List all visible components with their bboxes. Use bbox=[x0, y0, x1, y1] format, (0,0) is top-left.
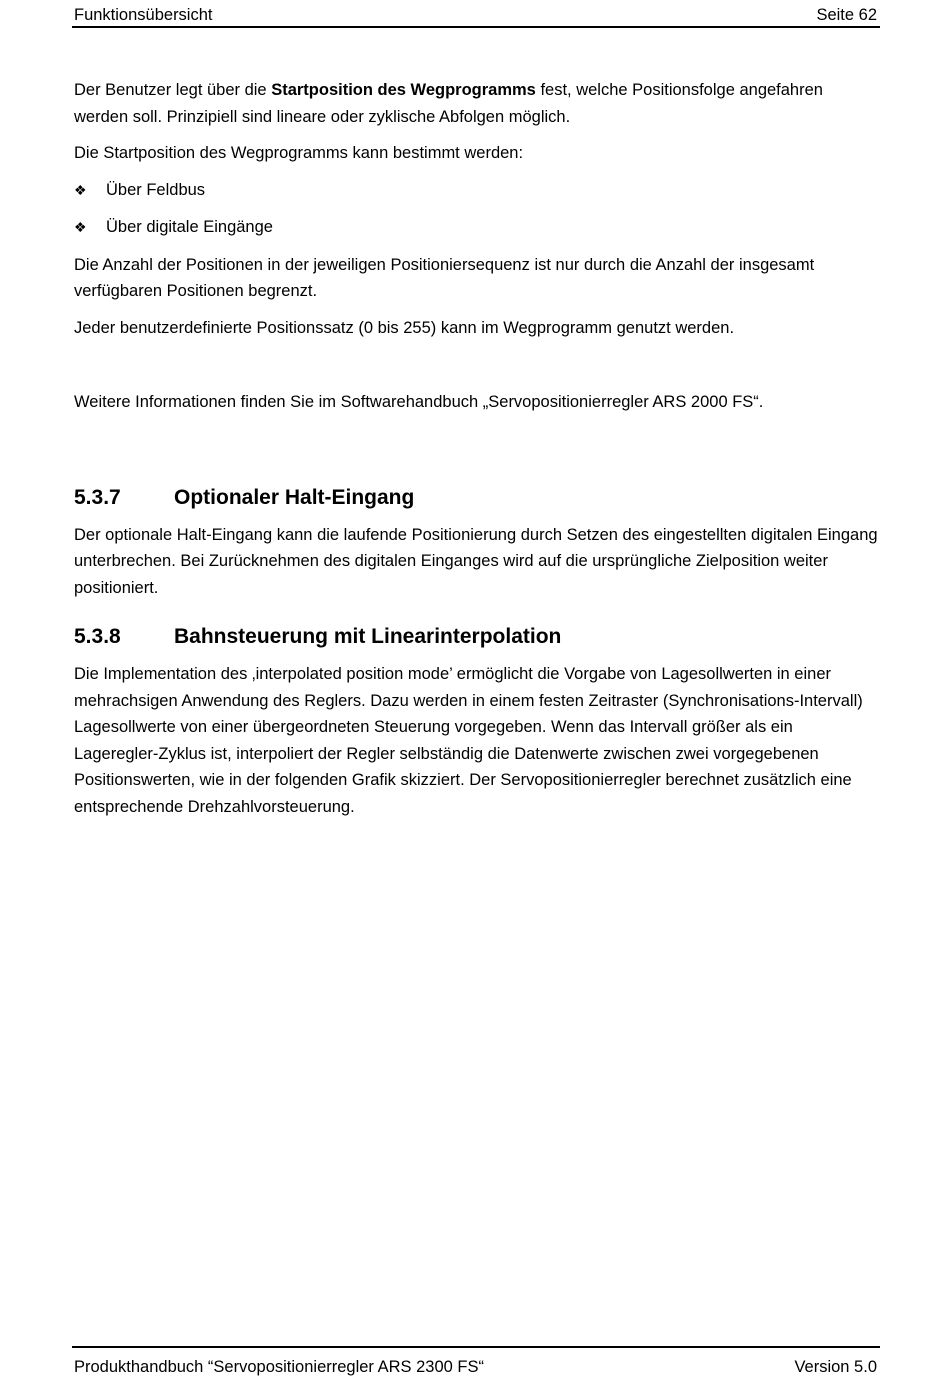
page-content bbox=[74, 77, 880, 830]
paragraph-positionssatz: Jeder benutzerdefinierte Positionssatz (0 bis 255) kann im Wegprogramm genutzt werden. bbox=[74, 318, 735, 337]
paragraph-anzahl: Die Anzahl der Positionen in der jeweiligen Positioniersequenz ist nur durch die Anzahl der insgesamt verfügbaren Positionen begrenzt. bbox=[74, 255, 815, 300]
header-section-title: Funktionsübersicht bbox=[74, 6, 213, 24]
section-heading bbox=[74, 484, 880, 512]
header-page-number: Seite 62 bbox=[816, 6, 877, 24]
paragraph-startposition: Der Benutzer legt über die Startposition des Wegprogramms fest, welche Positionsfolge angefahren werden soll. Prinzipiell sind lineare oder zyklische Abfolgen möglich. bbox=[74, 81, 823, 126]
page-header bbox=[72, 4, 880, 28]
section-title: Bahnsteuerung mit Linearinterpolation bbox=[174, 625, 562, 648]
paragraph-weitere-informationen: Weitere Informationen finden Sie im Softwarehandbuch „Servopositionierregler ARS 2000 FS“. bbox=[74, 393, 764, 411]
list-item bbox=[74, 177, 880, 204]
section-number: 5.3.8 bbox=[74, 625, 121, 648]
diamond-bullet-icon: ❖ bbox=[74, 219, 87, 235]
section-heading bbox=[74, 623, 880, 651]
section-title: Optionaler Halt-Eingang bbox=[174, 485, 415, 509]
section-text: Die Implementation des ‚interpolated position mode’ ermöglicht die Vorgabe von Lagesollwerten in einer mehrachsigen Anwendung des Reglers. Dazu werden in einem festen Zeitraster (Synchronisations-Intervall) Lagesollwerte von einer übergeordneten Steuerung vorgegeben. Wenn das Intervall größer als ein Lageregler-Zyklus ist, interpoliert der Regler selbständig die Datenwerte zwischen zwei vorgegebenen Positionswerten, wie in der folgenden Grafik skizziert. Der Servopositionierregler berechnet zusätzlich eine entsprechende Drehzahlvorsteuerung. bbox=[74, 665, 863, 816]
page-footer bbox=[72, 1346, 880, 1382]
footer-document-title: Produkthandbuch “Servopositionierregler ARS 2300 FS“ bbox=[74, 1358, 484, 1376]
diamond-bullet-icon: ❖ bbox=[74, 181, 87, 198]
section-text: Der optionale Halt-Eingang kann die laufende Positionierung durch Setzen des eingestellten digitalen Eingang unterbrechen. Bei Zurücknehmen des digitalen Einganges wird auf die ursprüngliche Zielposition weiter positioniert. bbox=[74, 525, 878, 597]
list-item bbox=[74, 214, 880, 241]
footer-version: Version 5.0 bbox=[794, 1358, 877, 1376]
paragraph-intro-list: Die Startposition des Wegprogramms kann bestimmt werden: bbox=[74, 144, 524, 162]
list-item-label: Über digitale Eingänge bbox=[106, 218, 273, 236]
section-number: 5.3.7 bbox=[74, 485, 121, 509]
bold-term: Startposition des Wegprogramms bbox=[271, 81, 536, 99]
list-item-label: Über Feldbus bbox=[106, 180, 206, 199]
